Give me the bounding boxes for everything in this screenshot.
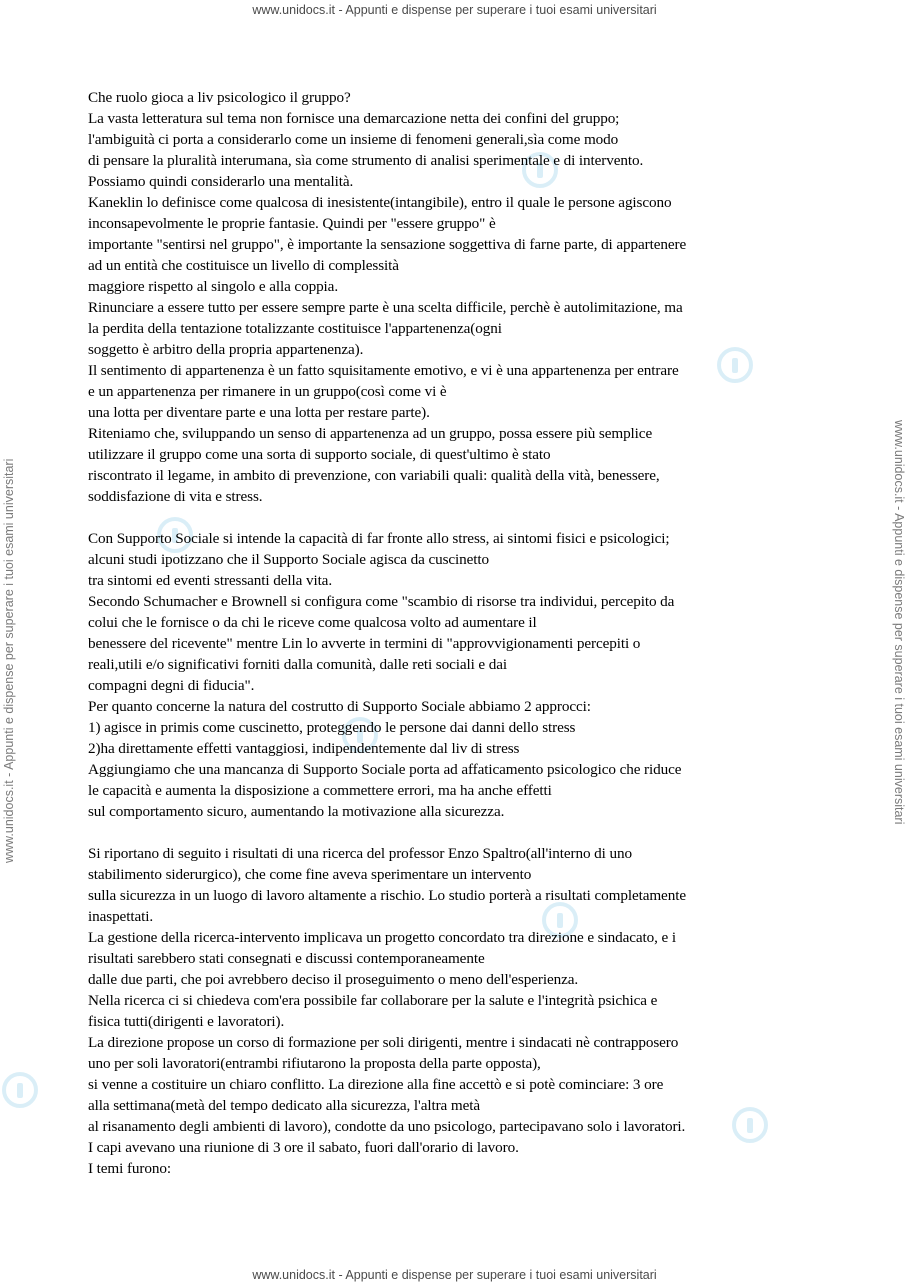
text-line: e un appartenenza per rimanere in un gruppo(così come vi è <box>88 383 447 400</box>
text-line: reali,utili e/o significativi forniti dalla comunità, dalle reti sociali e dai <box>88 656 508 673</box>
text-line: I capi avevano una riunione di 3 ore il sabato, fuori dall'orario di lavoro. <box>88 1139 519 1156</box>
text-line: Kaneklin lo definisce come qualcosa di inesistente(intangibile), entro il quale le persone agiscono <box>88 194 672 211</box>
text-line: al risanamento degli ambienti di lavoro), condotte da uno psicologo, partecipavano solo i lavoratori. <box>88 1118 686 1135</box>
text-line: La vasta letteratura sul tema non fornisce una demarcazione netta dei confini del gruppo; <box>88 110 620 127</box>
text-line: alcuni studi ipotizzano che il Supporto Sociale agisca da cuscinetto <box>88 551 490 568</box>
text-line: uno per soli lavoratori(entrambi rifiutarono la proposta della parte opposta), <box>88 1055 541 1072</box>
text-line: una lotta per diventare parte e una lotta per restare parte). <box>88 404 430 421</box>
paragraph <box>88 843 833 1179</box>
watermark-top: www.unidocs.it - Appunti e dispense per superare i tuoi esami universitari <box>252 3 657 17</box>
text-line: Si riportano di seguito i risultati di una ricerca del professor Enzo Spaltro(all'interno di uno <box>88 845 632 862</box>
text-line: alla settimana(metà del tempo dedicato alla sicurezza, l'altra metà <box>88 1097 480 1114</box>
paragraph <box>88 528 833 822</box>
text-line: soggetto è arbitro della propria appartenenza). <box>88 341 364 358</box>
text-line: Rinunciare a essere tutto per essere sempre parte è una scelta difficile, perchè è autolimitazione, ma <box>88 299 683 316</box>
text-line: I temi furono: <box>88 1160 171 1177</box>
text-line: risultati sarebbero stati consegnati e discussi contemporaneamente <box>88 950 485 967</box>
text-line: tra sintomi ed eventi stressanti della vita. <box>88 572 333 589</box>
text-line: benessere del ricevente" mentre Lin lo avverte in termini di "approvvigionamenti percepiti o <box>88 635 641 652</box>
text-line: stabilimento siderurgico), che come fine aveva sperimentare un intervento <box>88 866 532 883</box>
text-line: importante "sentirsi nel gruppo", è importante la sensazione soggettiva di farne parte, di appartenere <box>88 236 687 253</box>
text-line: Riteniamo che, sviluppando un senso di appartenenza ad un gruppo, possa essere più semplice <box>88 425 653 442</box>
text-line: l'ambiguità ci porta a considerarlo come un insieme di fenomeni generali,sìa come modo <box>88 131 619 148</box>
document-body <box>88 87 833 1200</box>
text-line: Il sentimento di appartenenza è un fatto squisitamente emotivo, e vi è una appartenenza per entrare <box>88 362 679 379</box>
unidocs-logo-icon <box>0 1070 40 1110</box>
text-line: Per quanto concerne la natura del costrutto di Supporto Sociale abbiamo 2 approcci: <box>88 698 591 715</box>
text-line: La direzione propose un corso di formazione per soli dirigenti, mentre i sindacati nè contrapposero <box>88 1034 679 1051</box>
text-line: le capacità e aumenta la disposizione a commettere errori, ma ha anche effetti <box>88 782 552 799</box>
text-line: Aggiungiamo che una mancanza di Supporto Sociale porta ad affaticamento psicologico che riduce <box>88 761 682 778</box>
text-line: dalle due parti, che poi avrebbero deciso il proseguimento o meno dell'esperienza. <box>88 971 579 988</box>
text-line: riscontrato il legame, in ambito di prevenzione, con variabili quali: qualità della vità, benessere, <box>88 467 660 484</box>
text-line: Con Supporto Sociale si intende la capacità di far fronte allo stress, ai sintomi fisici e psicologici; <box>88 530 670 547</box>
text-line: Secondo Schumacher e Brownell si configura come "scambio di risorse tra individui, percepito da <box>88 593 675 610</box>
text-line: ad un entità che costituisce un livello di complessità <box>88 257 399 274</box>
text-line: Nella ricerca ci si chiedeva com'era possibile far collaborare per la salute e l'integrità psichica e <box>88 992 658 1009</box>
text-line: soddisfazione di vita e stress. <box>88 488 263 505</box>
paragraph <box>88 87 833 507</box>
text-line: fisica tutti(dirigenti e lavoratori). <box>88 1013 285 1030</box>
text-line: inaspettati. <box>88 908 154 925</box>
text-line: la perdita della tentazione totalizzante costituisce l'appartenenza(ogni <box>88 320 502 337</box>
watermark-bottom: www.unidocs.it - Appunti e dispense per superare i tuoi esami universitari <box>252 1268 657 1282</box>
text-line: colui che le fornisce o da chi le riceve come qualcosa volto ad aumentare il <box>88 614 537 631</box>
text-line: inconsapevolmente le proprie fantasie. Quindi per "essere gruppo" è <box>88 215 496 232</box>
text-line: si venne a costituire un chiaro conflitto. La direzione alla fine accettò e si potè cominciare: 3 ore <box>88 1076 664 1093</box>
text-line: maggiore rispetto al singolo e alla coppia. <box>88 278 339 295</box>
text-line: sul comportamento sicuro, aumentando la motivazione alla sicurezza. <box>88 803 505 820</box>
text-line: La gestione della ricerca-intervento implicava un progetto concordato tra direzione e sindacato, e i <box>88 929 676 946</box>
text-line: di pensare la pluralità interumana, sìa come strumento di analisi sperimentale e di intervento. <box>88 152 644 169</box>
text-line: sulla sicurezza in un luogo di lavoro altamente a rischio. Lo studio porterà a risultati completamente <box>88 887 686 904</box>
watermark-right: www.unidocs.it - Appunti e dispense per superare i tuoi esami universitari <box>892 420 906 825</box>
text-line: compagni degni di fiducia". <box>88 677 255 694</box>
text-line: 2)ha direttamente effetti vantaggiosi, indipendentemente dal liv di stress <box>88 740 520 757</box>
text-line: Possiamo quindi considerarlo una mentalità. <box>88 173 354 190</box>
watermark-left: www.unidocs.it - Appunti e dispense per superare i tuoi esami universitari <box>2 458 16 863</box>
text-line: utilizzare il gruppo come una sorta di supporto sociale, di quest'ultimo è stato <box>88 446 551 463</box>
text-line: 1) agisce in primis come cuscinetto, proteggendo le persone dai danni dello stress <box>88 719 576 736</box>
text-line: Che ruolo gioca a liv psicologico il gruppo? <box>88 89 351 106</box>
